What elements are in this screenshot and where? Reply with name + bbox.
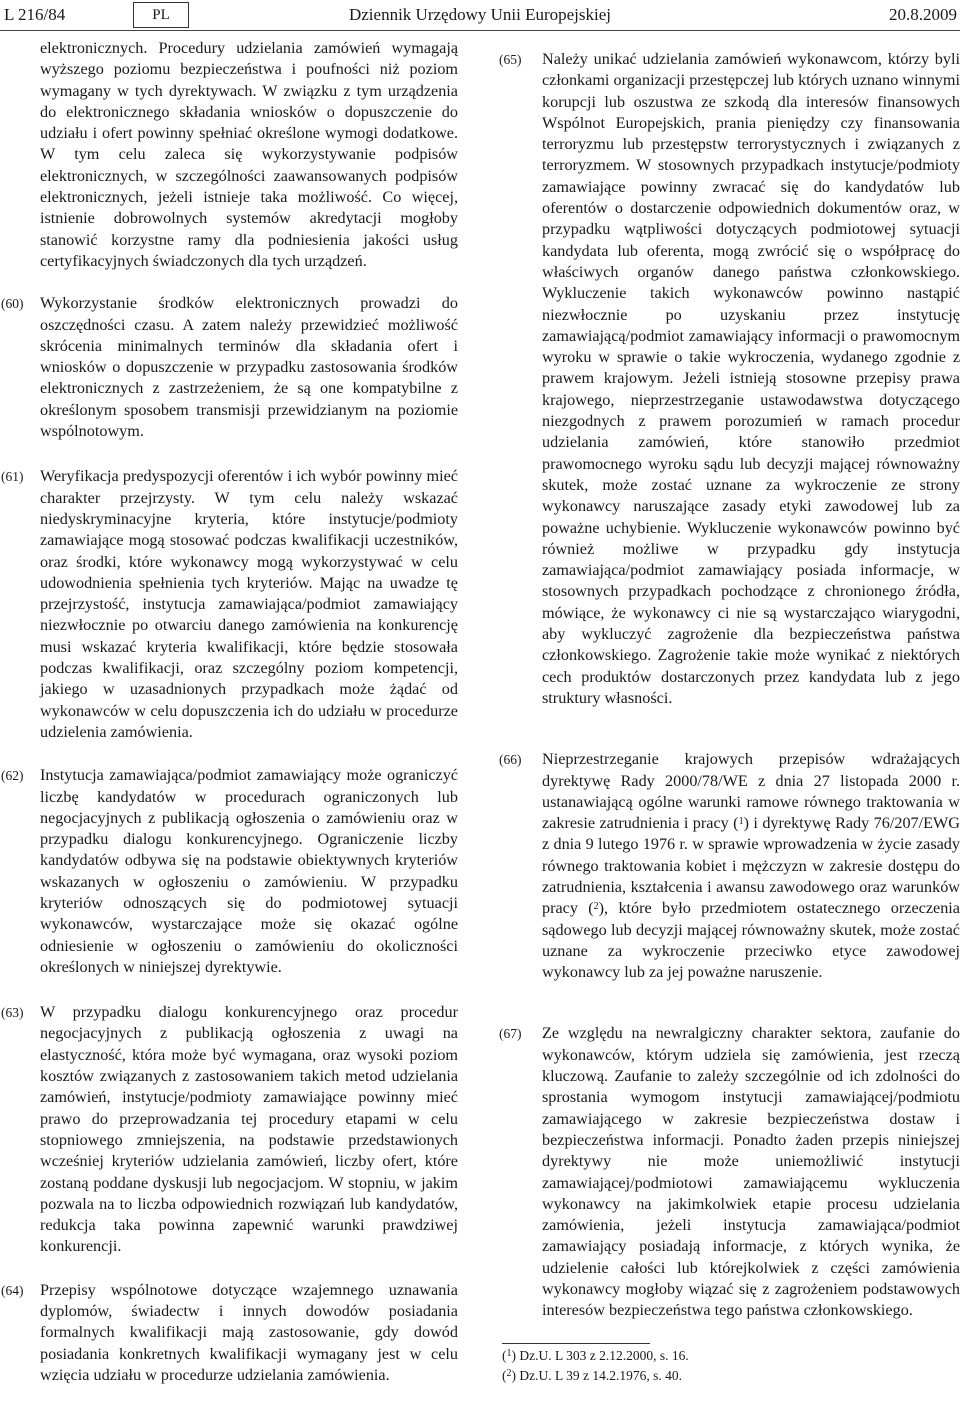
recital-number: (62) [1, 768, 24, 784]
page-reference: L 216/84 [4, 5, 66, 24]
recital-text: Nieprzestrzeganie krajowych przepisów wdrażających dyrektywę Rady 2000/78/WE z dnia 27 listopada 2000 r. ustanawiającą ogólne warunki ramowe równego traktowania w zakresie zatrudnienia i pracy ($^1$) i dyrektywę Rady 76/207/EWG z dnia 9 lutego 1976 r. w sprawie wprowadzenia w życie zasady równego traktowania kobiet i mężczyzn w zakresie dostępu do zatrudnienia, kształcenia i awansu zawodowego oraz warunków pracy ($^2$), które było przedmiotem ostatecznego orzeczenia sądowego lub decyzji mającej równoważny skutek, może zostać uznane za wykroczenie przeciwko etyce zawodowej wykonawcy lub za jej poważne naruszenie. [542, 750, 960, 982]
recital-66 [499, 749, 960, 983]
recital-number: (64) [1, 1282, 24, 1298]
recital-text: W przypadku dialogu konkurencyjnego oraz procedur negocjacyjnych z publikacją ogłoszenia z uwagi na elastyczność, która może być wymagana, oraz wysoki poziom kosztów związanych z zastosowaniem takich metod udzielania zamówień, instytucje/podmioty zamawiające powinny mieć prawo do przeprowadzania tej procedury etapami w celu stopniowego zmniejszenia, na podstawie przedstawionych wcześniej kryteriów udzielania zamówień, liczby ofert, które zostaną poddane dyskusji lub negocjacjom. W stopniu, w jakim pozwala na to liczba odpowiednich rozwiązań lub kandydatów, redukcja taka powinna zapewnić warunki prawdziwej konkurencji. [40, 1003, 458, 1256]
header-rule [0, 30, 960, 31]
footnote-2: ($^2$) Dz.U. L 39 z 14.2.1976, s. 40. [502, 1368, 682, 1383]
recital-text: Weryfikacja predyspozycji oferentów i ich wybór powinny mieć charakter przejrzysty. W tym celu należy wskazać niedyskryminacyjne kryteria, które instytucje/podmioty zamawiające mogą stosować podczas kwalifikacji uczestników, oraz środki, które wykonawcy mogą wykorzystywać w celu udowodnienia spełnienia tych kryteriów. Mając na uwadze tę przejrzystość, instytucja zamawiająca/podmiot zamawiający niezwłocznie po otwarciu danego zamówienia na konkurencję musi wskazać kryteria kwalifikacji, które będzie stosowała podczas kwalifikacji, oraz szczególny poziom kompetencji, jakiego w uzasadnionych przypadkach może żądać od wykonawców w celu dopuszczenia ich do udziału w procedurze udzielenia zamówienia. [40, 467, 458, 741]
language-code: PL [133, 2, 189, 28]
right-column [499, 49, 960, 1322]
recital-number: (66) [499, 752, 522, 768]
recital-text: Przepisy wspólnotowe dotyczące wzajemnego uznawania dyplomów, świadectw i innych dowodów posiadania formalnych kwalifikacji mają zastosowanie, gdy dowód posiadania konkretnych kwalifikacji wymagany jest w celu wzięcia udziału w procedurze udzielania zamówienia. [40, 1280, 458, 1384]
footnote-separator [502, 1343, 650, 1344]
recital-text: Należy unikać udzielania zamówień wykonawcom, którzy byli członkami organizacji przestępczej lub których uznano winnymi korupcji lub oszustwa ze szkodą dla interesów finansowych Wspólnot Europejskich, prania pieniędzy czy finansowania terroryzmu lub przestępstw terrorystycznych i związanych z terroryzmem. W stosownych przypadkach instytucje/podmioty zamawiające powinny zwracać się do kandydatów lub oferentów o dostarczenie odpowiednich dokumentów oraz, w przypadku wątpliwości dotyczących podmiotowej sytuacji kandydata lub oferenta, mogą zwrócić się o współpracę do właściwych organów danego państwa członkowskiego. Wykluczenie takich wykonawców powinno nastąpić niezwłocznie po uzyskaniu przez instytucję zamawiającą/podmiot zamawiający informacji o prawomocnym wyroku w sprawie o takie wykroczenia, wydanego zgodnie z prawem krajowym. Jeżeli istnieją stosowne przepisy prawa krajowego, nieprzestrzeganie ustawodawstwa dotyczącego niezgodnych z prawem porozumień w ramach procedur udzielania zamówień, które stanowiło przedmiot prawomocnego wyroku sądu lub decyzji mającej równoważny skutek, może zostać uznane za wykroczenie ze strony wykonawcy naruszające zasady etyki zawodowej lub za poważne uchybienie. Wykluczenie wykonawców powinno być również możliwe w przypadku gdy instytucja zamawiająca/podmiot zamawiający posiada informacje, w stosownych przypadkach pochodzące z chronionego źródła, mówiące, że wykonawcy ci nie są wystarczająco wiarygodni, aby wykluczyć zagrożenie dla bezpieczeństwa państwa członkowskiego. Zagrożenie takie może wynikać z niektórych cech produktów dostarczonych przez kandydata lub z jego struktury własności. [542, 50, 960, 707]
recital-number: (65) [499, 52, 522, 67]
recital-text: Ze względu na newralgiczny charakter sektora, zaufanie do wykonawców, którym udziela się zamówienia, jest rzeczą kluczową. Zaufanie to zależy szczególnie od ich zdolności do sprostania wymogom instytucji zamawiającej/podmiotu zamawiającego w zakresie bezpieczeństwa dostaw i bezpieczeństwa informacji. Ponadto żaden przepis niniejszej dyrektywy nie może uniemożliwić instytucji zamawiającej/podmiotowi zamawiającemu wykluczenia wykonawcy na jakimkolwiek etapie procesu udzielania zamówienia, jeżeli instytucja zamawiająca/podmiot zamawiający posiadają informacje, z których wynika, że udzielenie całości lub którejkolwiek z części zamówienia wykonawcy mogłoby wiązać się z zagrożeniem podstawowych interesów bezpieczeństwa tego państwa członkowskiego. [542, 1024, 960, 1320]
publication-date: 20.8.2009 [889, 5, 957, 24]
footnote-ref-1[interactable]: 1 [738, 816, 744, 828]
recital-61 [1, 466, 458, 743]
recital-number: (61) [1, 469, 24, 485]
journal-title: Dziennik Urzędowy Unii Europejskiej [348, 5, 611, 24]
footnote-1: ($^1$) Dz.U. L 303 z 2.12.2000, s. 16. [502, 1348, 689, 1363]
recital-text: Instytucja zamawiająca/podmiot zamawiający może ograniczyć liczbę kandydatów w procedurach ograniczonych lub negocjacyjnych z publikacją ogłoszenia o zamówieniu oraz w przypadku dialogu konkurencyjnego. Ograniczenie liczby kandydatów odbywa się na podstawie obiektywnych kryteriów wskazanych w ogłoszeniu o zamówieniu. W przypadku kryteriów odnoszących się do podmiotowej sytuacji wykonawców, wystarczające może się okazać ogólne odniesienie w ogłoszeniu o zamówieniu do okoliczności określonych w niniejszej dyrektywie. [40, 766, 458, 976]
recital-65 [499, 49, 960, 709]
recital-number: (60) [1, 296, 24, 312]
recital-62 [1, 765, 458, 978]
recital-text: Wykorzystanie środków elektronicznych prowadzi do oszczędności czasu. A zatem należy przewidzieć możliwość skrócenia minimalnych terminów dla składania ofert i wniosków o dopuszczenie w przypadku zastosowania środków elektronicznych z zastrzeżeniem, że są one kompatybilne z określonym sposobem transmisji przewidzianym na poziomie wspólnotowym. [40, 294, 458, 441]
left-column [1, 38, 458, 1386]
continued-paragraph: elektronicznych. Procedury udzielania zamówień wymagają wyższego poziomu bezpieczeństwa i poufności niż poziom wymagany w tych dyrektywach. W związku z tym urządzenia do elektronicznego składania wniosków o dopuszczenie do udziału i ofert powinny spełniać określone wymogi dodatkowe. W tym celu zaleca się wykorzystywanie podpisów elektronicznych, w szczególności zaawansowanych podpisów elektronicznych, jeżeli istnieje taka możliwość. Co więcej, istnienie dobrowolnych systemów akredytacji mogłoby stanowić korzystne ramy dla podniesienia jakości usług certyfikacyjnych świadczonych dla tych urządzeń. [40, 39, 458, 270]
recital-64 [1, 1280, 458, 1386]
recital-63 [1, 1002, 458, 1258]
recital-60 [1, 293, 458, 442]
page-header [0, 0, 960, 30]
recital-number: (67) [499, 1026, 522, 1042]
recital-67 [499, 1023, 960, 1321]
recital-number: (63) [1, 1005, 24, 1021]
footnotes [502, 1343, 960, 1386]
footnote-ref-2[interactable]: 2 [593, 901, 599, 913]
